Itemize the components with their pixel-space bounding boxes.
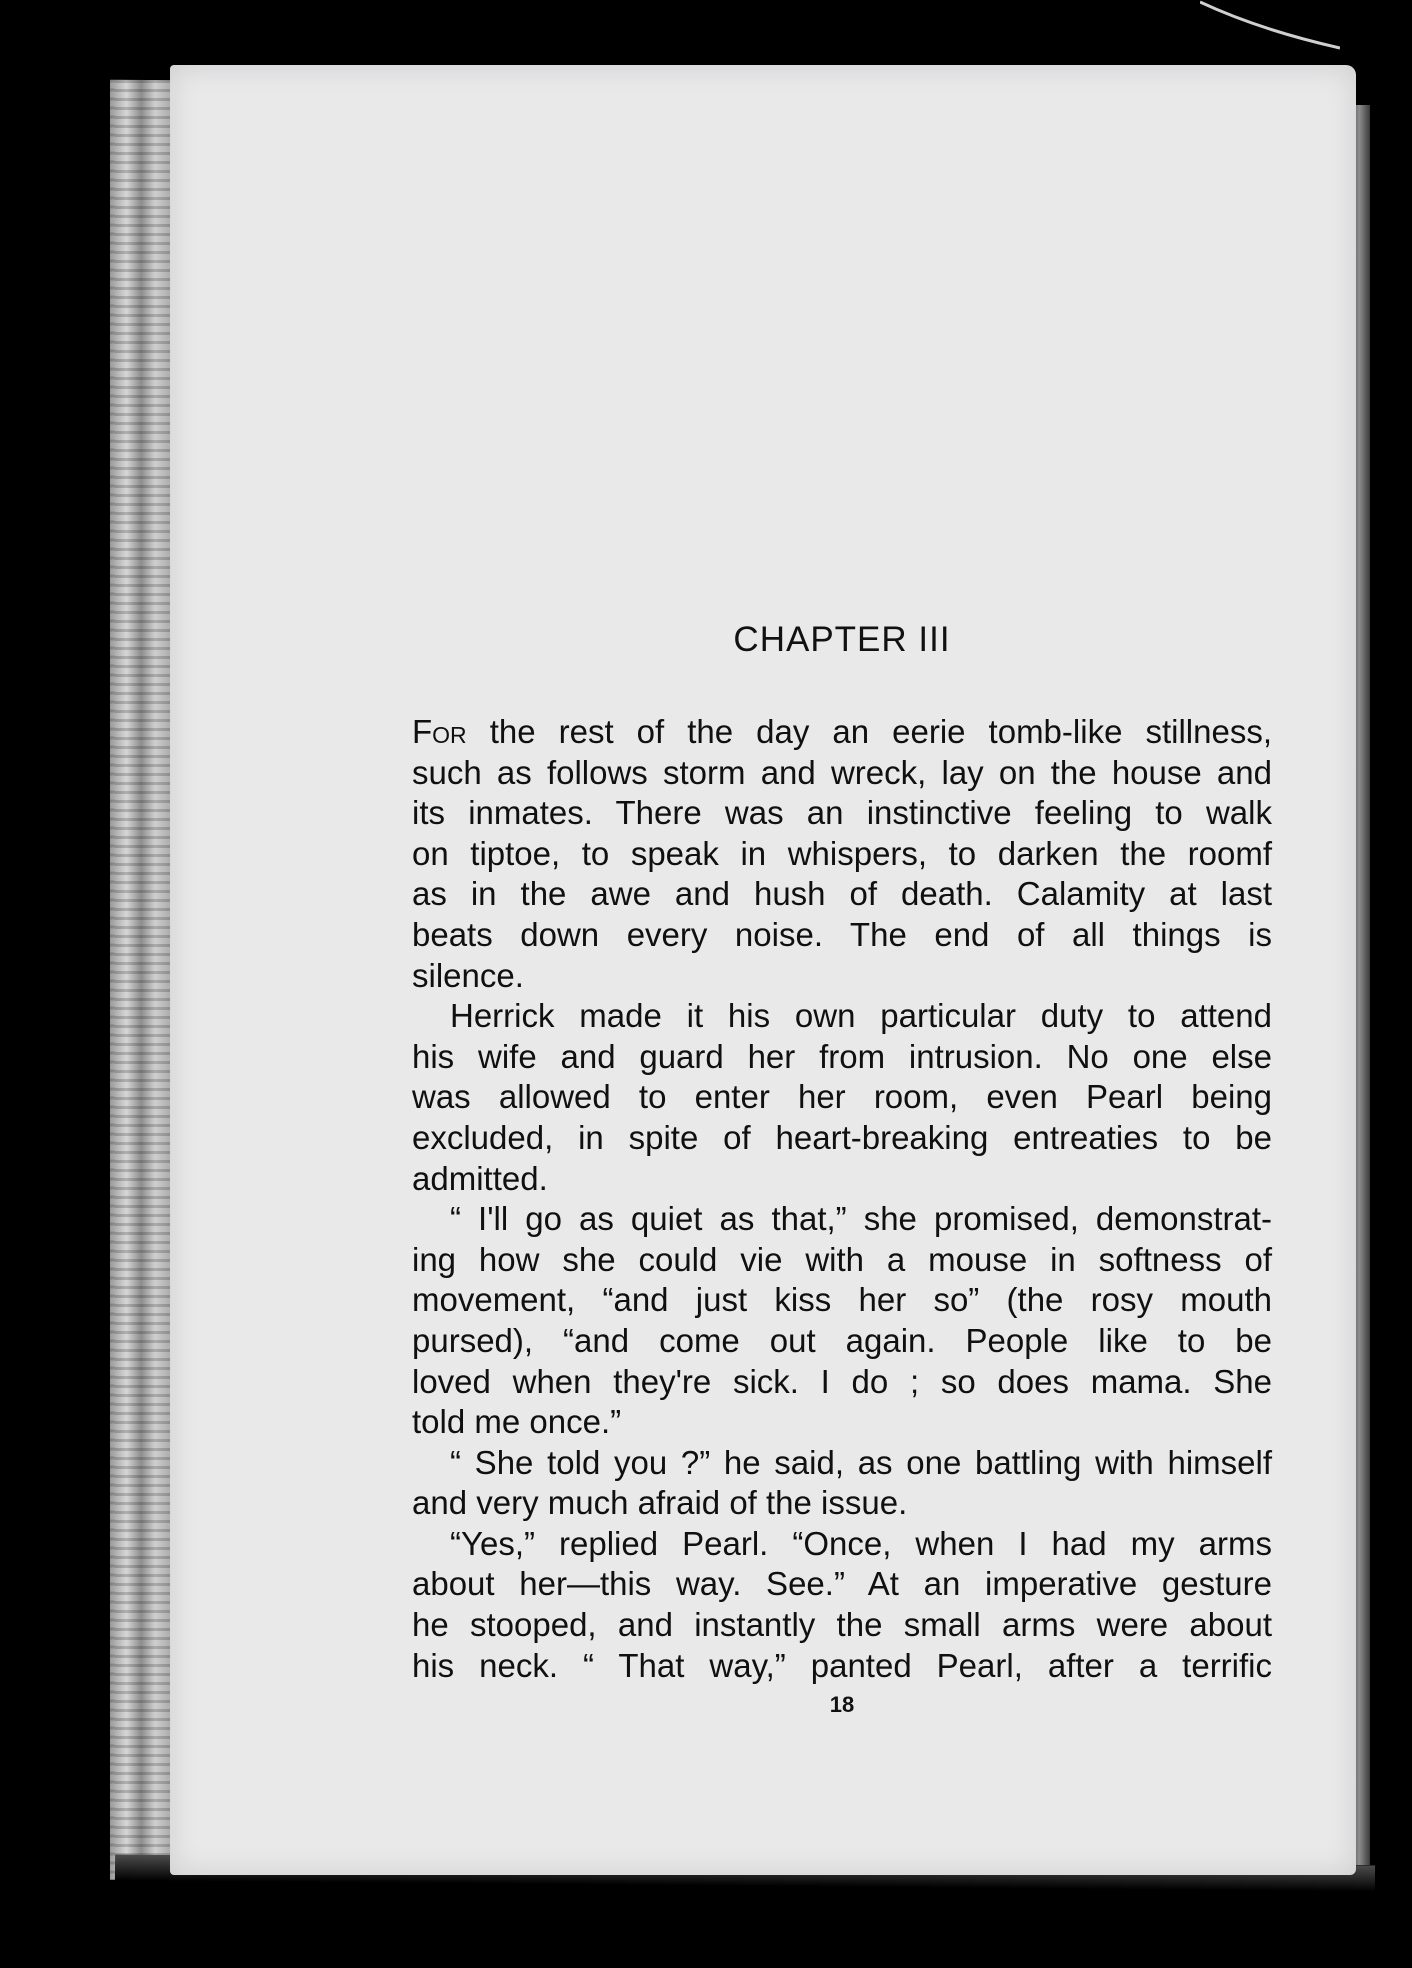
text-line: as in the awe and hush of death. Calamity at last — [412, 875, 1272, 913]
page-number: 18 — [829, 1692, 855, 1717]
text-line: its inmates. There was an instinctive feeling to walk — [412, 794, 1272, 832]
drop-word: For — [412, 713, 467, 750]
text-line: pursed), “and come out again. People like to be — [412, 1321, 1272, 1359]
text-line: his wife and guard her from intrusion. No one else — [412, 1037, 1272, 1075]
text-line: and very much afraid of the issue. — [412, 1484, 908, 1522]
text-line: he stooped, and instantly the small arms were about — [412, 1606, 1272, 1644]
text-line: beats down every noise. The end of all things is — [412, 915, 1272, 953]
text-line: loved when they're sick. I do ; so does mama. She — [412, 1362, 1272, 1400]
text-line: about her—this way. See.” At an imperative gesture — [412, 1565, 1272, 1603]
text-line: on tiptoe, to speak in whispers, to darken the roomf — [412, 834, 1272, 872]
chapter-title: CHAPTER III — [733, 620, 951, 659]
text-line: ing how she could vie with a mouse in softness of — [412, 1240, 1272, 1278]
text-line: told me once.” — [412, 1403, 622, 1441]
text-line: his neck. “ That way,” panted Pearl, after a terrific — [412, 1646, 1272, 1684]
text-line-content: the rest of the day an eerie tomb-like stillness, — [466, 713, 1272, 750]
text-line — [412, 712, 1272, 753]
text-line: movement, “and just kiss her so” (the rosy mouth — [412, 1281, 1272, 1319]
text-line: admitted. — [412, 1159, 548, 1197]
book-page — [170, 65, 1356, 1875]
corner-page-curl — [1200, 0, 1340, 50]
text-line: silence. — [412, 956, 524, 994]
text-line: was allowed to enter her room, even Pearl being — [412, 1078, 1272, 1116]
text-line: excluded, in spite of heart-breaking entreaties to be — [412, 1118, 1272, 1156]
text-line: “ She told you ?” he said, as one battling with himself — [450, 1443, 1272, 1481]
text-line: “ I'll go as quiet as that,” she promised, demonstrat- — [450, 1200, 1272, 1238]
text-line: “Yes,” replied Pearl. “Once, when I had my arms — [450, 1524, 1272, 1562]
text-line: Herrick made it his own particular duty to attend — [450, 997, 1272, 1035]
chapter-body — [412, 712, 1272, 1686]
text-line: such as follows storm and wreck, lay on the house and — [412, 753, 1272, 791]
